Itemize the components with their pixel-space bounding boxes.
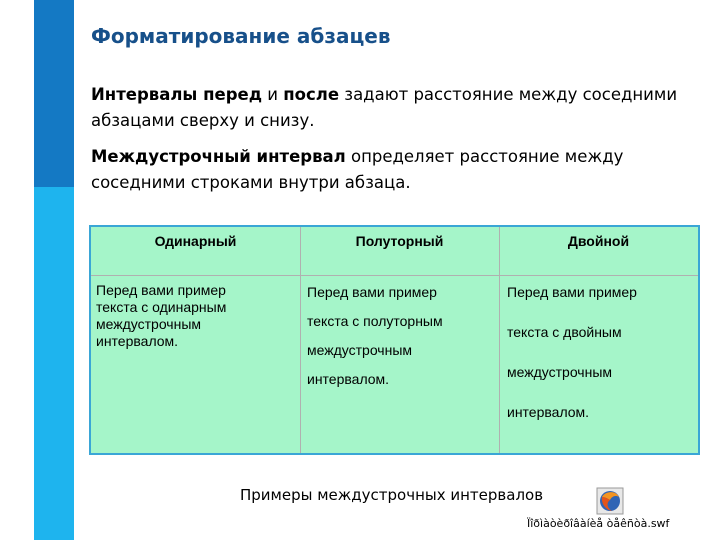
header-double: Двойной [567,233,630,249]
side-bar-dark [34,0,74,187]
term-before: Интервалы перед [91,85,263,104]
table-divider [499,227,500,453]
cell-line: междустрочным [507,364,613,380]
cell-line: интервалом. [307,371,390,387]
term-after: после [283,85,340,104]
cell-line: Перед вами пример [507,284,637,300]
cell-line: междустрочным [96,316,202,332]
page-title: Форматирование абзацев [91,24,391,48]
text-description-1: задают расстояние между соседними абзацами сверху и снизу. [91,85,678,130]
paragraph-line-spacing [91,144,711,196]
swf-file-label[interactable]: Ïîðìàòèðîâàíèå òåêñòà.swf [527,517,670,530]
cell-line: интервалом. [96,333,179,349]
cell-line: текста с двойным [507,324,622,340]
cell-one-and-half-example [307,278,497,394]
cell-line: Перед вами пример [307,284,437,300]
header-one-and-half: Полуторный [355,233,444,249]
swf-file-icon[interactable] [596,487,624,515]
cell-line: текста с одинарным [96,299,227,315]
side-bar-light [34,187,74,540]
cell-single-example [96,282,296,350]
text-description-2: определяет расстояние между соседними строками внутри абзаца. [91,147,624,192]
term-line-spacing: Междустрочный интервал [91,147,346,166]
text-and: и [262,85,284,104]
table-divider [300,227,301,453]
cell-line: Перед вами пример [96,282,226,298]
paragraph-spacing-before-after [91,82,711,134]
line-spacing-examples-table [89,225,700,455]
cell-line: интервалом. [507,404,590,420]
cell-line: текста с полуторным [307,313,443,329]
table-caption: Примеры междустрочных интервалов [240,486,544,504]
header-single: Одинарный [154,233,237,249]
cell-line: междустрочным [307,342,413,358]
cell-double-example [507,272,692,432]
